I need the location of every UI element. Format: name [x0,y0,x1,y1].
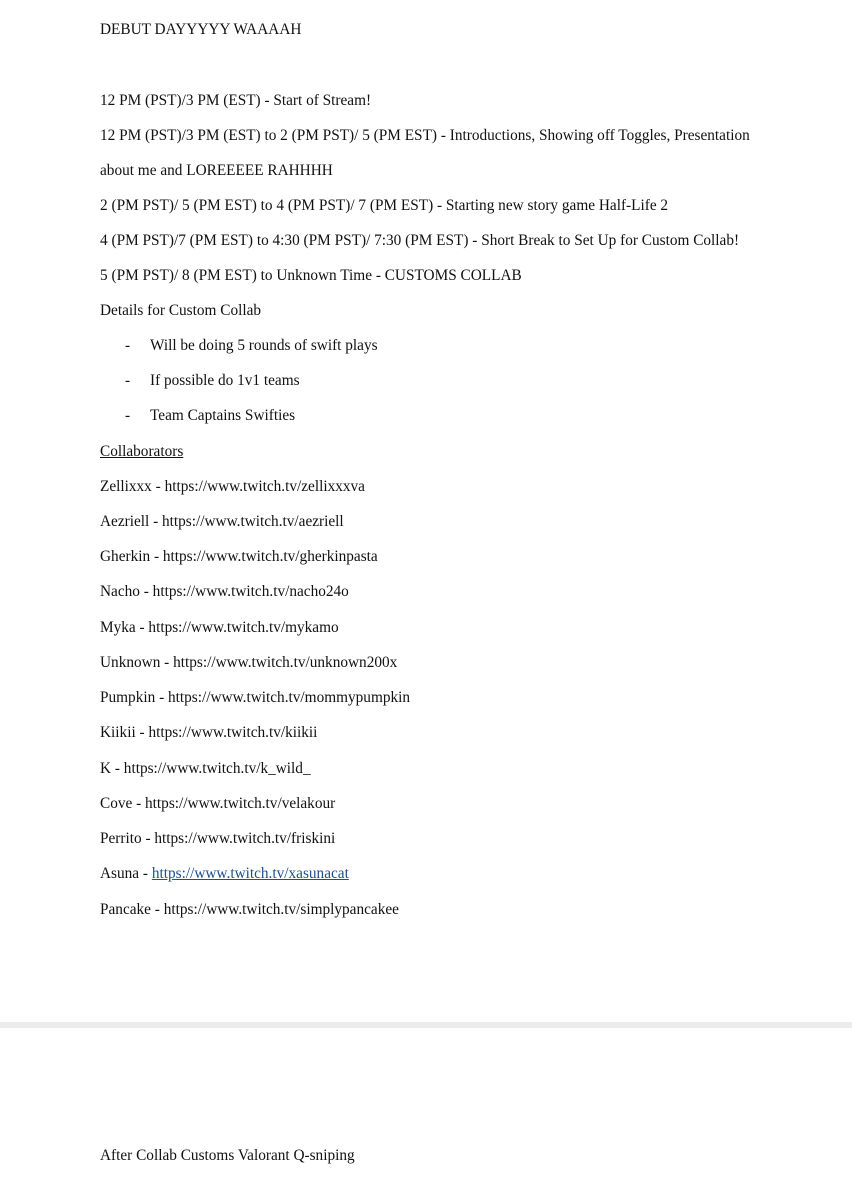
collaborator-line: Gherkin - https://www.twitch.tv/gherkinpasta [100,548,378,565]
collaborator-line: Aezriell - https://www.twitch.tv/aezriell [100,513,344,530]
schedule-line: about me and LOREEEEE RAHHHH [100,162,333,179]
twitch-link[interactable]: https://www.twitch.tv/xasunacat [151,865,349,882]
collaborator-line: Cove - https://www.twitch.tv/velakour [100,795,336,812]
collaborator-line: Nacho - https://www.twitch.tv/nacho24o [100,583,349,600]
collaborator-line: Myka - https://www.twitch.tv/mykamo [100,619,339,636]
collaborator-line: Pumpkin - https://www.twitch.tv/mommypumpkin [100,689,411,706]
document-page-2 [0,1028,852,1200]
schedule-line: 12 PM (PST)/3 PM (EST) - Start of Stream! [100,92,372,109]
collaborator-line: Pancake - https://www.twitch.tv/simplypancakee [100,901,399,918]
details-heading: Details for Custom Collab [100,302,262,319]
collaborator-line: Kiikii - https://www.twitch.tv/kiikii [100,724,318,741]
collaborator-line: Unknown - https://www.twitch.tv/unknown200x [100,654,398,671]
collaborator-line: K - https://www.twitch.tv/k_wild_ [100,760,311,777]
detail-item: If possible do 1v1 teams [150,372,300,389]
detail-item: Team Captains Swifties [150,407,296,424]
document-title: DEBUT DAYYYYY WAAAAH [100,21,302,38]
collaborator-line: Zellixxx - https://www.twitch.tv/zellixxxva [100,478,365,495]
schedule-line: 4 (PM PST)/7 (PM EST) to 4:30 (PM PST)/ 7:30 (PM EST) - Short Break to Set Up for Custom Collab! [100,232,740,249]
collaborator-line-asuna [100,864,349,884]
schedule-line: 12 PM (PST)/3 PM (EST) to 2 (PM PST)/ 5 (PM EST) - Introductions, Showing off Toggles, Presentation [100,127,750,144]
collaborator-line: Perrito - https://www.twitch.tv/friskini [100,830,336,847]
collaborator-name: Asuna - [100,865,152,882]
after-collab-note: After Collab Customs Valorant Q-sniping [100,1147,355,1164]
detail-item: Will be doing 5 rounds of swift plays [150,337,378,354]
collaborators-heading: Collaborators [100,443,184,460]
bullet-marker: - [125,407,131,424]
schedule-line: 2 (PM PST)/ 5 (PM EST) to 4 (PM PST)/ 7 (PM EST) - Starting new story game Half-Life 2 [100,197,669,214]
bullet-marker: - [125,372,131,389]
schedule-line: 5 (PM PST)/ 8 (PM EST) to Unknown Time - CUSTOMS COLLAB [100,267,522,284]
bullet-marker: - [125,337,131,354]
